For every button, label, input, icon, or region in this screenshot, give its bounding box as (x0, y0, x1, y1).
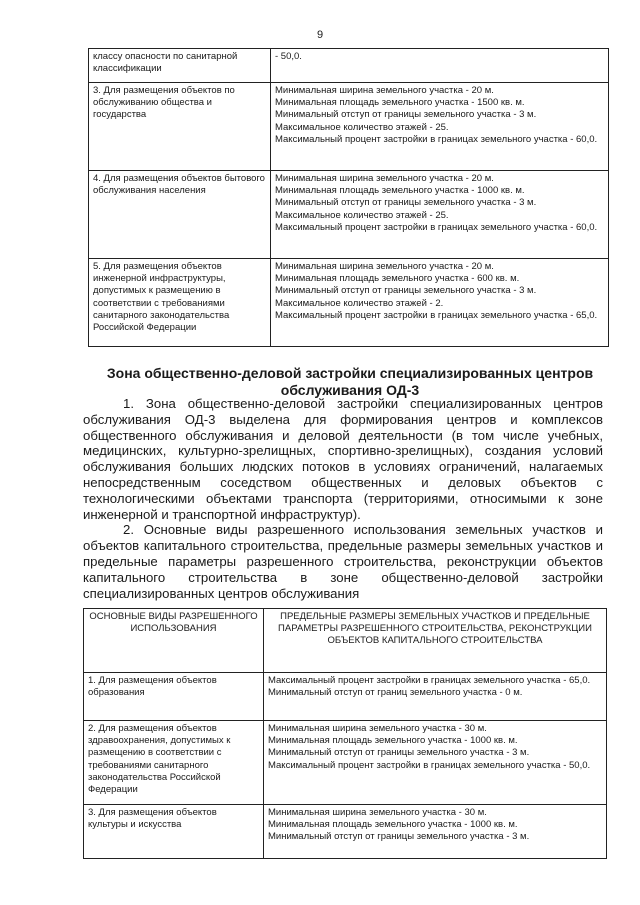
table-cell-params (271, 83, 609, 171)
table-cell-params (264, 805, 607, 859)
table-row (84, 805, 607, 859)
param-line: Минимальный отступ от границ земельного участка - 0 м. (268, 687, 523, 699)
column-header-params: ПРЕДЕЛЬНЫЕ РАЗМЕРЫ ЗЕМЕЛЬНЫХ УЧАСТКОВ И ПРЕДЕЛЬНЫЕ ПАРАМЕТРЫ РАЗРЕШЕННОГО СТРОИТЕЛЬСТВА, РЕКОНСТРУКЦИИ ОБЪЕКТОВ КАПИТАЛЬНОГО СТРОИТЕЛЬСТВА (264, 609, 607, 673)
param-line: Минимальная площадь земельного участка - 1500 кв. м. (275, 97, 525, 109)
table-cell-params (264, 673, 607, 721)
body-text (83, 396, 603, 601)
table-cell-use: 3. Для размещения объектов по обслуживанию общества и государства (89, 83, 271, 171)
table-cell-use: классу опасности по санитарной классификации (89, 49, 271, 83)
table-top (88, 48, 609, 347)
param-line: Минимальный отступ от границы земельного участка - 3 м. (275, 285, 537, 297)
param-line: Минимальная ширина земельного участка - 30 м. (268, 723, 487, 734)
param-line: Минимальный отступ от границы земельного участка - 3 м. (275, 197, 537, 209)
param-line: Максимальное количество этажей - 25. (275, 121, 449, 133)
param-line: Минимальный отступ от границы земельного участка - 3 м. (268, 831, 530, 843)
param-line: Максимальное количество этажей - 2. (275, 297, 444, 309)
param-line: Минимальная площадь земельного участка - 1000 кв. м. (275, 185, 525, 197)
param-line: Минимальная ширина земельного участка - 20 м. (275, 85, 494, 96)
param-line: Максимальный процент застройки в границах земельного участка - 65,0. (268, 675, 591, 686)
column-header-use: ОСНОВНЫЕ ВИДЫ РАЗРЕШЕННОГО ИСПОЛЬЗОВАНИЯ (84, 609, 264, 673)
param-line: Максимальный процент застройки в границах земельного участка - 60,0. (275, 221, 598, 233)
param-line: Минимальная площадь земельного участка - 1000 кв. м. (268, 735, 518, 747)
param-line: Минимальный отступ от границы земельного участка - 3 м. (275, 109, 537, 121)
table-row (84, 673, 607, 721)
table-cell-params (271, 259, 609, 347)
table-cell-params (271, 171, 609, 259)
table-cell-params (271, 49, 609, 83)
table-row (89, 171, 609, 259)
table-header-row (84, 609, 607, 673)
table-row (89, 259, 609, 347)
table-bottom (83, 608, 607, 859)
param-line: Минимальная ширина земельного участка - 20 м. (275, 173, 494, 184)
param-line: Минимальная ширина земельного участка - 20 м. (275, 261, 494, 272)
table-row (89, 83, 609, 171)
param-line: Максимальный процент застройки в границах земельного участка - 60,0. (275, 133, 598, 145)
param-line: - 50,0. (275, 51, 302, 62)
table-row (84, 721, 607, 805)
table-cell-use: 2. Для размещения объектов здравоохранения, допустимых к размещению в соответствии с требованиями санитарного законодательства Российской Федерации (84, 721, 264, 805)
table-cell-use: 1. Для размещения объектов образования (84, 673, 264, 721)
table-cell-use: 3. Для размещения объектов культуры и искусства (84, 805, 264, 859)
param-line: Максимальное количество этажей - 25. (275, 209, 449, 221)
section-heading: Зона общественно-деловой застройки специализированных центров обслуживания ОД-3 (106, 365, 594, 398)
page-number: 9 (316, 29, 324, 41)
param-line: Минимальная площадь земельного участка - 600 кв. м. (275, 273, 520, 285)
paragraph: 2. Основные виды разрешенного использования земельных участков и объектов капитального строительства, предельные размеры земельных участков и предельные параметры разрешенного строительства, реконструкции объектов капитального строительства в зоне общественно-деловой застройки специализированных центров обслуживания (83, 522, 603, 601)
table-cell-params (264, 721, 607, 805)
table-cell-use: 5. Для размещения объектов инженерной инфраструктуры, допустимых к размещению в соответствии с требованиями санитарного законодательства Российской Федерации (89, 259, 271, 347)
param-line: Минимальный отступ от границы земельного участка - 3 м. (268, 747, 530, 759)
table-row (89, 49, 609, 83)
param-line: Минимальная площадь земельного участка - 1000 кв. м. (268, 819, 518, 831)
param-line: Максимальный процент застройки в границах земельного участка - 50,0. (268, 759, 591, 771)
paragraph: 1. Зона общественно-деловой застройки специализированных центров обслуживания ОД-3 выделена для формирования центров и комплексов общественного обслуживания и деловой деятельности (в том числе учебных, медицинских, культурно-зрелищных, спортивно-зрелищных), создания условий обслуживания больших людских потоков в условиях ограничений, налагаемых непосредственным соседством общественных и деловых объектов с технологическими объектами транспорта (территориями, относимыми к зоне инженерной и транспортной инфраструктур). (83, 396, 603, 522)
table-cell-use: 4. Для размещения объектов бытового обслуживания населения (89, 171, 271, 259)
param-line: Максимальный процент застройки в границах земельного участка - 65,0. (275, 309, 598, 321)
param-line: Минимальная ширина земельного участка - 30 м. (268, 807, 487, 818)
